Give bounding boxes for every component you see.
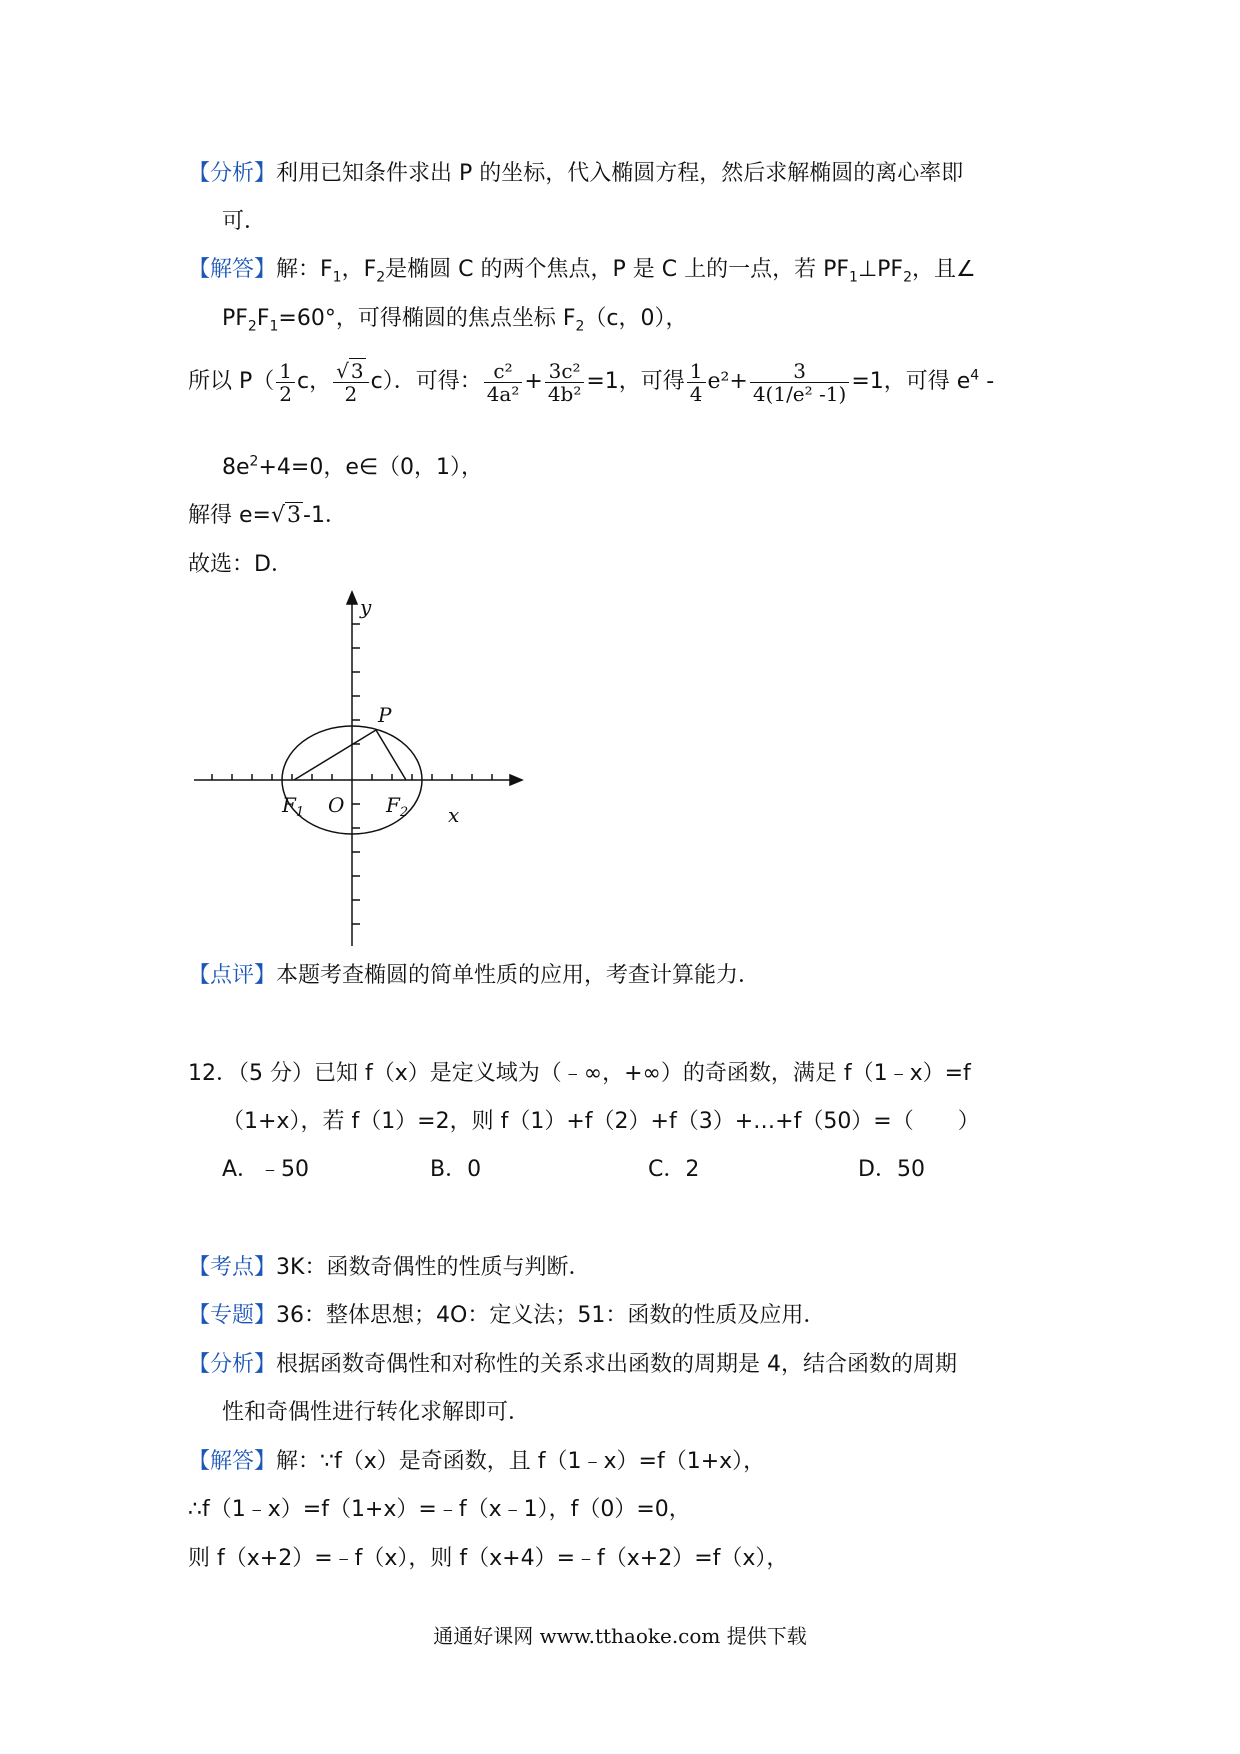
subscript: 1 bbox=[332, 269, 342, 286]
fraction-denominator: 2 bbox=[279, 381, 292, 406]
q12-option-b: B．0 bbox=[430, 1157, 482, 1182]
y-axis-label: y bbox=[360, 595, 372, 619]
fraction-3c2-4b2 bbox=[545, 360, 585, 405]
q11-sol-text: - bbox=[979, 369, 995, 394]
plus-sign: + bbox=[524, 369, 543, 394]
sqrt-symbol: √ bbox=[336, 358, 349, 383]
q12-option-c: C．2 bbox=[648, 1157, 700, 1182]
q11-sol-text: 解：F bbox=[276, 257, 333, 282]
subscript: 2 bbox=[903, 269, 912, 286]
answer-tag: 【解答】 bbox=[188, 1449, 277, 1474]
radicand: 3 bbox=[350, 358, 364, 383]
q11-sol-text: =1，可得 bbox=[586, 369, 685, 394]
subscript: 2 bbox=[376, 269, 386, 286]
q11-sol-text: F bbox=[256, 306, 270, 331]
fraction-denominator: 4a² bbox=[486, 381, 520, 406]
q11-sol-text: c， bbox=[297, 369, 332, 394]
q11-analysis-line2: 可． bbox=[222, 209, 267, 234]
x-axis-label: x bbox=[448, 803, 460, 827]
fraction-denominator: 4(1/e² -1) bbox=[752, 381, 847, 406]
topic-tag: 【专题】 bbox=[188, 1303, 277, 1328]
q12-sol-text: 解：∵f（x）是奇函数，且 f（1﹣x）=f（1+x）， bbox=[276, 1449, 766, 1474]
f1-letter: F bbox=[282, 793, 296, 817]
subscript: 2 bbox=[247, 318, 257, 335]
subscript: 2 bbox=[575, 318, 585, 335]
q12-point-text: 3K：函数奇偶性的性质与判断． bbox=[276, 1255, 591, 1280]
q11-solution-line4 bbox=[222, 450, 1102, 486]
fraction-c2-4a2 bbox=[484, 360, 523, 405]
q12-option-a: A．﹣50 bbox=[222, 1157, 310, 1182]
q12-option-d: D．50 bbox=[858, 1157, 925, 1182]
fraction-numerator: 1 bbox=[276, 360, 295, 383]
superscript: 2 bbox=[249, 453, 259, 470]
q11-sol-text: （c，0）， bbox=[584, 306, 688, 331]
fraction-sqrt3-half bbox=[333, 360, 368, 405]
q11-sol-text: ，且∠ bbox=[911, 257, 976, 282]
q12-solution-line3: 则 f（x+2）=﹣f（x），则 f（x+4）=﹣f（x+2）=f（x）， bbox=[188, 1546, 789, 1571]
fraction-numerator: 3 bbox=[750, 360, 850, 383]
q11-solution-line2 bbox=[222, 301, 1102, 337]
fraction-denominator: 2 bbox=[344, 381, 358, 406]
q12-analysis-line1 bbox=[188, 1347, 1068, 1383]
q11-sol-text: -1． bbox=[303, 503, 347, 528]
origin-label: O bbox=[328, 793, 345, 817]
radicand: 3 bbox=[287, 503, 301, 528]
fraction-denominator: 4b² bbox=[547, 381, 582, 406]
analysis-tag: 【分析】 bbox=[188, 161, 277, 186]
q11-sol-text: PF bbox=[222, 306, 248, 331]
superscript: 4 bbox=[970, 367, 980, 384]
fraction-complex bbox=[750, 360, 850, 405]
analysis-tag: 【分析】 bbox=[188, 1352, 277, 1377]
q11-sol-text: c）．可得： bbox=[370, 369, 482, 394]
q11-sol-text: 是椭圆 C 的两个焦点，P 是 C 上的一点，若 PF bbox=[385, 257, 850, 282]
q12-stem-line2: （1+x），若 f（1）=2，则 f（1）+f（2）+f（3）+…+f（50）=（ ） bbox=[222, 1109, 980, 1134]
q11-comment bbox=[188, 958, 1068, 994]
fraction-half bbox=[276, 360, 295, 405]
point-p-label: P bbox=[378, 703, 392, 727]
fraction-numerator bbox=[333, 360, 368, 383]
q12-point bbox=[188, 1250, 1068, 1286]
q12-stem-line1: 12．（5 分）已知 f（x）是定义域为（﹣∞，+∞）的奇函数，满足 f（1﹣x）=f bbox=[188, 1061, 971, 1086]
focus-f2-label bbox=[385, 793, 408, 820]
q11-analysis-line1 bbox=[188, 156, 1068, 192]
q11-solution-line5 bbox=[188, 498, 1068, 534]
subscript: 1 bbox=[269, 318, 279, 335]
y-axis-ticks bbox=[352, 624, 360, 924]
q12-solution-line1 bbox=[188, 1444, 1068, 1480]
q12-analysis-text: 根据函数奇偶性和对称性的关系求出函数的周期是 4，结合函数的周期 bbox=[276, 1352, 958, 1377]
segment-pf1 bbox=[294, 730, 376, 780]
f2-subscript: 2 bbox=[399, 805, 409, 820]
f1-subscript: 1 bbox=[295, 805, 305, 820]
point-tag: 【考点】 bbox=[188, 1255, 277, 1280]
fraction-numerator: 1 bbox=[687, 360, 706, 383]
fraction-denominator: 4 bbox=[689, 381, 703, 406]
q11-analysis-text1: 利用已知条件求出 P 的坐标，代入椭圆方程，然后求解椭圆的离心率即 bbox=[276, 161, 964, 186]
q11-sol-text: =60°，可得椭圆的焦点坐标 F bbox=[278, 306, 576, 331]
subscript: 1 bbox=[849, 269, 858, 286]
q12-topic-text: 36：整体思想；4O：定义法；51：函数的性质及应用． bbox=[276, 1303, 826, 1328]
segment-pf2 bbox=[376, 730, 406, 780]
q12-solution-line2: ∴f（1﹣x）=f（1+x）=﹣f（x﹣1），f（0）=0， bbox=[188, 1497, 691, 1522]
fraction-numerator: c² bbox=[484, 360, 523, 383]
q11-solution-line3 bbox=[188, 352, 1068, 412]
fraction-numerator: 3c² bbox=[545, 360, 585, 383]
q12-topic bbox=[188, 1298, 1068, 1334]
q11-solution-line6: 故选：D． bbox=[188, 552, 293, 577]
q11-sol-text: +4=0，e∈（0，1）， bbox=[258, 455, 484, 480]
q11-solution-line1 bbox=[188, 252, 1068, 288]
sqrt-symbol: √ bbox=[270, 503, 285, 528]
y-axis-arrow-icon bbox=[347, 592, 357, 604]
ellipse-figure bbox=[190, 590, 530, 950]
comment-tag: 【点评】 bbox=[188, 963, 277, 988]
e-squared-plus: e²+ bbox=[707, 369, 748, 394]
q11-sol-text: ，F bbox=[341, 257, 377, 282]
q12-analysis-line2: 性和奇偶性进行转化求解即可． bbox=[222, 1400, 531, 1425]
f2-letter: F bbox=[386, 793, 400, 817]
answer-tag: 【解答】 bbox=[188, 257, 277, 282]
q11-sol-text: =1，可得 e bbox=[851, 369, 971, 394]
q11-sol-text: 8e bbox=[222, 455, 250, 480]
page-footer: 通通好课网 www.tthaoke.com 提供下载 bbox=[433, 1624, 807, 1648]
fraction-quarter bbox=[687, 360, 706, 405]
q11-sol-text: 解得 e= bbox=[188, 503, 271, 528]
q11-sol-text: 所以 P（ bbox=[188, 369, 275, 394]
x-axis-arrow-icon bbox=[510, 775, 522, 785]
q11-sol-text: ⊥PF bbox=[857, 257, 904, 282]
focus-f1-label bbox=[281, 793, 304, 820]
q11-comment-text: 本题考查椭圆的简单性质的应用，考查计算能力． bbox=[276, 963, 761, 988]
